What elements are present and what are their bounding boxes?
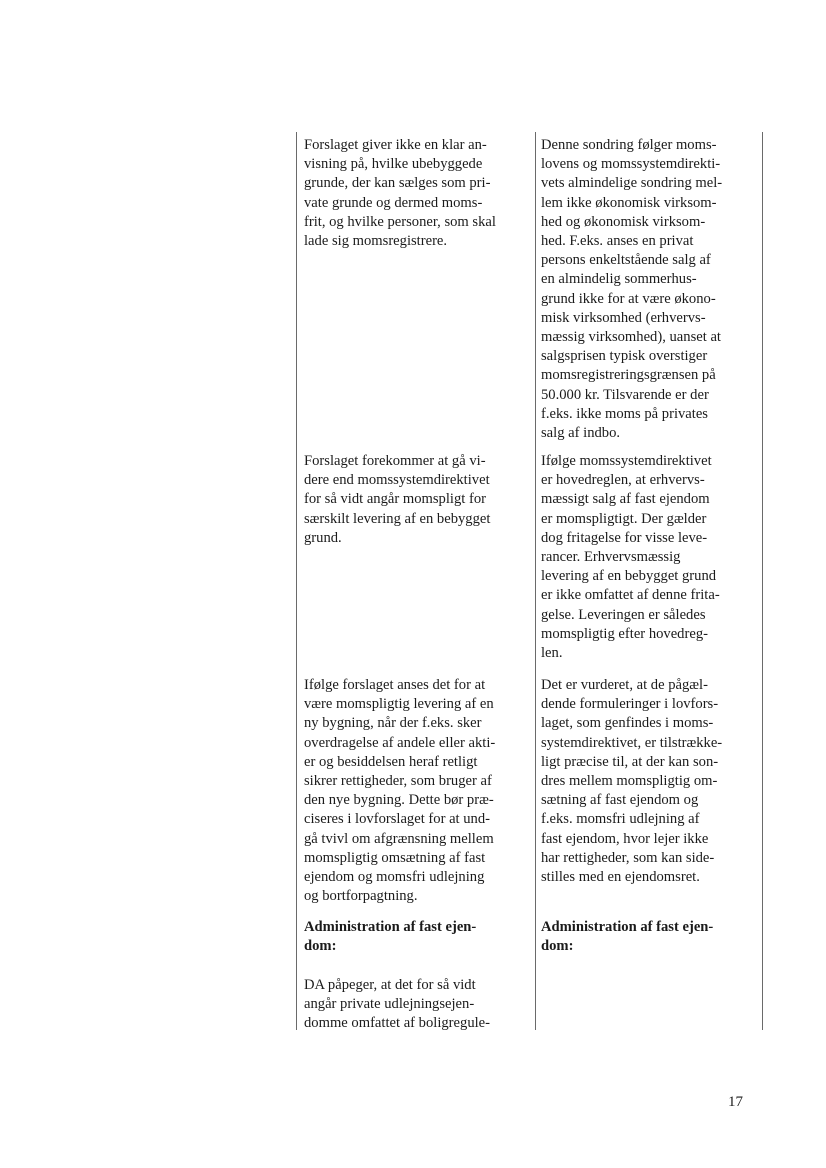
table-cell-row2-comment: Forslaget forekommer at gå vi- dere end momssystemdirektivet for så vidt angår momspligt for særskilt levering af en bebygget grund. (304, 453, 491, 546)
table-cell-row1-response: Denne sondring følger moms- lovens og momssystemdirekti- vets almindelige sondring mel- lem ikke økonomisk virksom- hed og økonomisk virksom- hed. F.eks. anses en privat persons enkeltstående salg af en almindelig sommerhus- grund ikke for at være økono- misk virksomhed (erhvervs- mæssig virksomhed), uanset at salgsprisen typisk overstiger momsregistreringsgrænsen på 50.000 kr. Tilsvarende er der f.eks. ikke moms på privates salg af indbo. (541, 137, 723, 442)
section-heading-left: Administration af fast ejen- dom: (304, 919, 477, 955)
page-number: 17 (728, 1094, 743, 1110)
table-cell-row3-comment: Ifølge forslaget anses det for at være momspligtig levering af en ny bygning, når der f.eks. sker overdragelse af andele eller akti- er og besiddelsen heraf retligt sikrer rettigheder, som bruger af den nye bygning. Dette bør præ- ciseres i lovforslaget for at und- gå tvivl om afgrænsning mellem momspligtig omsætning af fast ejendom og momsfri udlejning og bortforpagtning. (304, 677, 496, 905)
table-cell-row3-response: Det er vurderet, at de pågæl- dende formuleringer i lovfors- laget, som genfindes i moms- systemdirektivet, er tilstrække- ligt præcise til, at der kan son- dres mellem momspligtig om- sætning af fast ejendom og f.eks. momsfri udlejning af fast ejendom, hvor lejer ikke har rettigheder, som kan side- stilles med en ejendomsret. (541, 677, 723, 886)
section-heading-right: Administration af fast ejen- dom: (541, 919, 714, 955)
table-cell-row2-response: Ifølge momssystemdirektivet er hovedreglen, at erhvervs- mæssigt salg af fast ejendom er momspligtigt. Der gælder dog fritagelse for visse leve- rancer. Erhvervsmæssig levering af en bebygget grund er ikke omfattet af denne frita- gelse. Leveringen er således momspligtig efter hovedreg- len. (541, 453, 720, 662)
table-cell-row1-comment: Forslaget giver ikke en klar an- visning på, hvilke ubebyggede grunde, der kan sælges som pri- vate grunde og dermed moms- frit, og hvilke personer, som skal lade sig momsregistrere. (304, 137, 496, 250)
table-column-divider (535, 132, 536, 1030)
table-border-left (296, 132, 297, 1030)
table-cell-row4-comment: DA påpeger, at det for så vidt angår private udlejningsejen- domme omfattet af boligregule- (304, 977, 491, 1032)
